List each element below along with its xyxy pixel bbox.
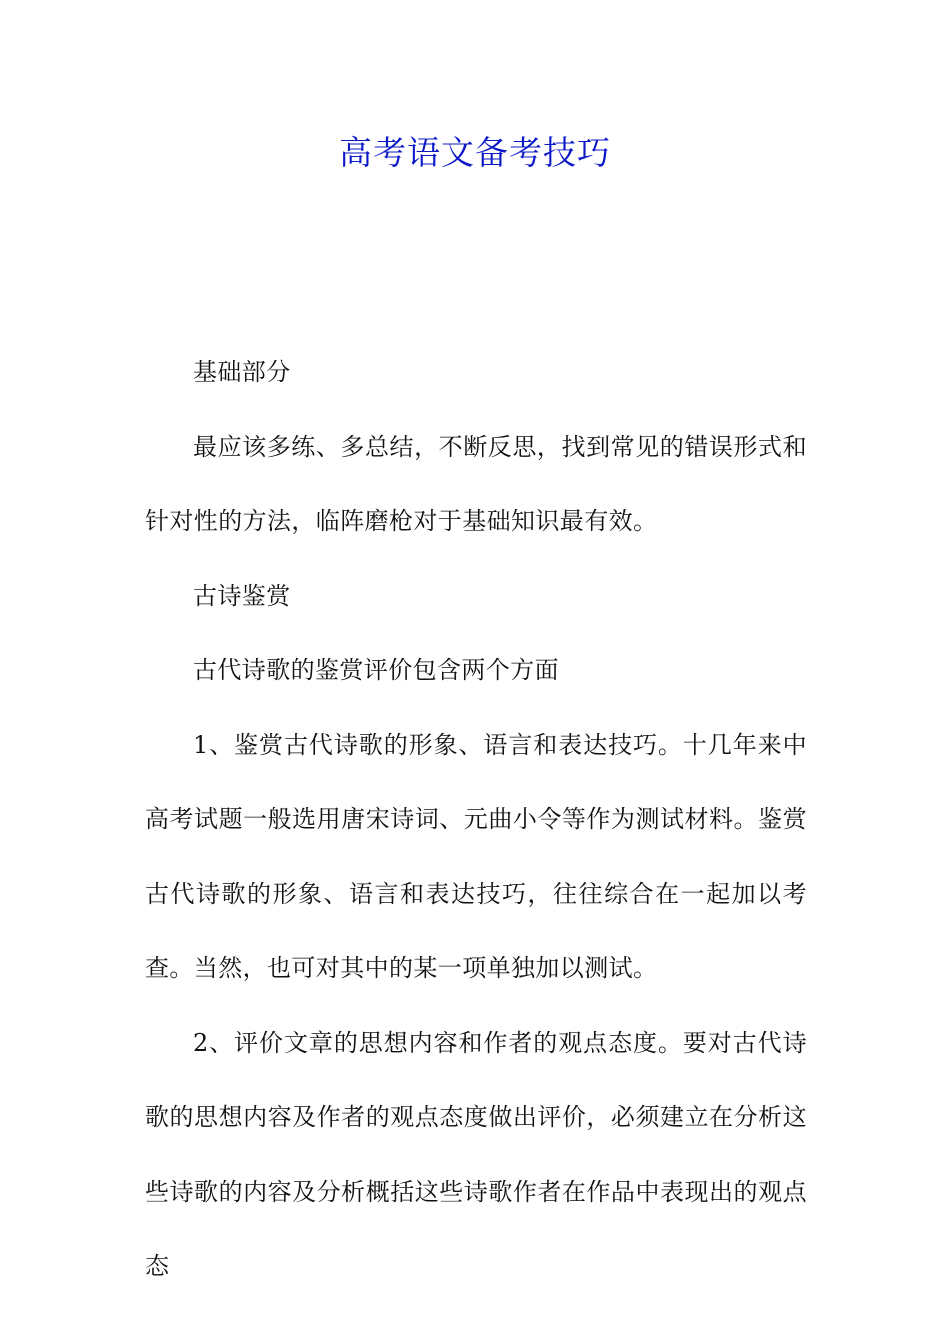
section-heading-poetry: 古诗鉴赏 [193,581,291,610]
paragraph-point-2: 2、评价文章的思想内容和作者的观点态度。要对古代诗歌的思想内容及作者的观点态度做出评价，必须建立在分析这些诗歌的内容及分析概括这些诗歌作者在作品中表现出的观点态 [145,1028,807,1280]
document-title: 高考语文备考技巧 [339,133,611,172]
section-heading-basics: 基础部分 [193,358,291,386]
paragraph-poetry-intro: 古代诗歌的鉴赏评价包含两个方面 [193,656,559,684]
paragraph-point-1: 1、鉴赏古代诗歌的形象、语言和表达技巧。十几年来中高考试题一般选用唐宋诗词、元曲小令等作为测试材料。鉴赏古代诗歌的形象、语言和表达技巧，往往综合在一起加以考查。当然，也可对其中的某一项单独加以测试。 [145,730,807,982]
paragraph-basics-advice: 最应该多练、多总结，不断反思，找到常见的错误形式和针对性的方法，临阵磨枪对于基础知识最有效。 [145,432,807,535]
document-body [145,335,807,1304]
